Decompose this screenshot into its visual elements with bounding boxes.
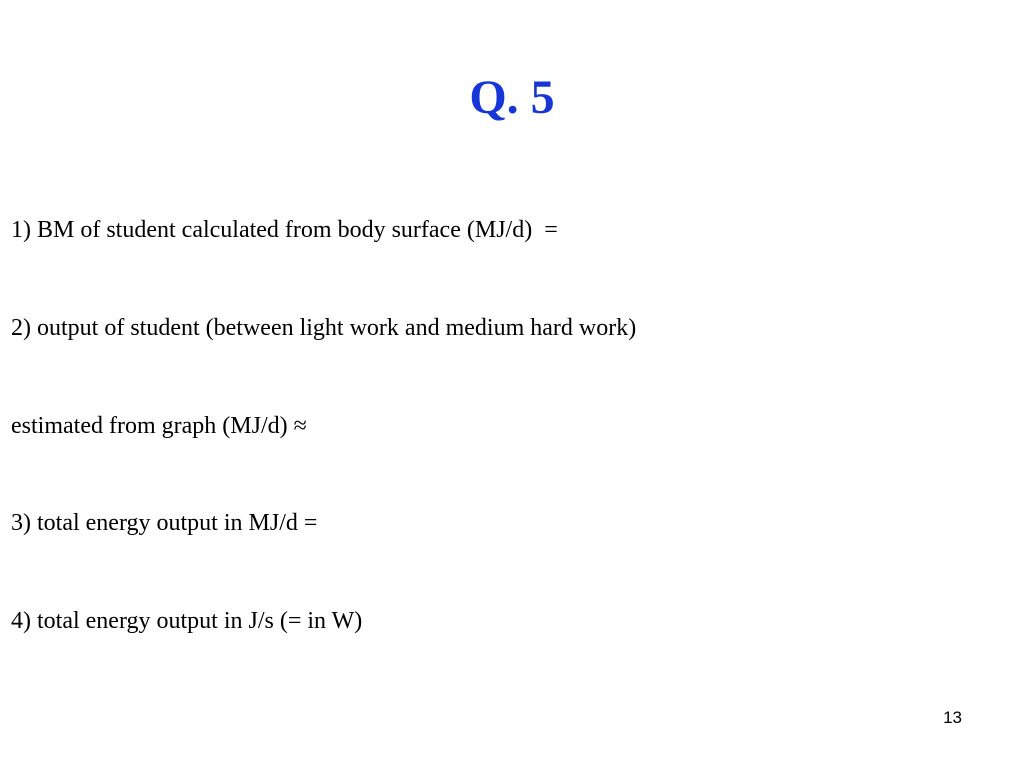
page-number: 13 xyxy=(943,708,962,727)
question-line-1: 1) BM of student calculated from body surface (MJ/d) = xyxy=(11,217,558,243)
question-line-2-continued: estimated from graph (MJ/d) ≈ xyxy=(11,413,307,439)
slide-title: Q. 5 xyxy=(469,71,555,124)
question-line-3: 3) total energy output in MJ/d = xyxy=(11,510,318,536)
question-line-2: 2) output of student (between light work and medium hard work) xyxy=(11,315,637,341)
question-line-4: 4) total energy output in J/s (= in W) xyxy=(11,608,363,634)
